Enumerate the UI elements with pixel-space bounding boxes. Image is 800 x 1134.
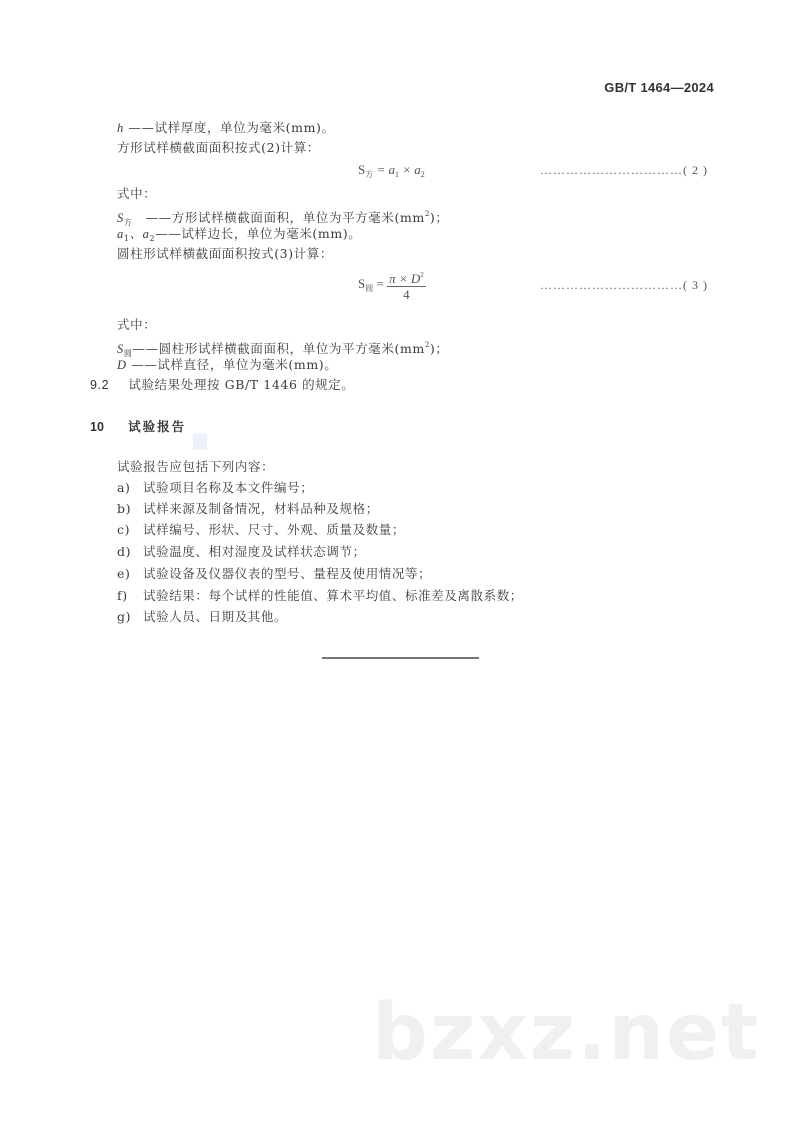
list-item-label: f) [117,588,128,603]
standard-code: GB/T 1464—2024 [604,80,714,95]
square-area-intro: 方形试样横截面面积按式(2)计算： [117,140,320,155]
list-item-text: 试验结果：每个试样的性能值、算术平均值、标准差及离散系数； [143,588,523,603]
symbol-s-square-sub: 方 [123,218,133,227]
list-item [117,543,366,561]
where-label-1: 式中： [117,186,157,201]
clause-number: 9.2 [90,378,110,392]
equation-number-2: ……………………………( 2 ) [540,163,708,177]
list-item-text: 试验温度、相对湿度及试样状态调节； [143,544,366,559]
formula-3-lhs-sub: 圆 [365,283,374,293]
cylinder-area-intro: 圆柱形试样横截面面积按式(3)计算： [117,246,334,261]
list-item-label: c) [117,522,131,537]
fraction-denominator: 4 [403,287,410,302]
formula-3 [358,268,426,302]
formula-2-lhs: S [358,162,366,177]
equation-number-3: ……………………………( 3 ) [540,278,708,292]
symbol-s-square: S [117,211,124,225]
formula-3-fraction [387,268,426,302]
fraction-numerator [387,268,426,287]
d-definition [117,356,337,374]
list-item [117,521,405,539]
symbol-a-sub2: 2 [149,234,156,243]
list-item-text: 试验项目名称及本文件编号； [143,480,314,495]
list-item-label: e) [117,566,131,581]
list-item [117,587,523,605]
list-item [117,608,287,626]
numerator-sup: 2 [420,271,424,279]
sup-2: 2 [424,210,430,218]
clause-text: 试验结果处理按 GB/T 1446 的规定。 [128,377,355,392]
list-item [117,565,431,583]
list-item-label: a) [117,480,131,495]
formula-2-a2: × a [399,162,421,177]
sup-2: 2 [424,341,430,349]
symbol-a: a [117,227,124,241]
list-item-text: 试样来源及制备情况，材料品种及规格； [143,501,379,516]
symbol-d: D [117,358,127,372]
formula-2-a2-sub: 2 [420,170,425,179]
watermark: bzxz.net [372,988,761,1078]
symbol-a-sub1: 1 [123,234,130,243]
list-item-text: 试样编号、形状、尺寸、外观、质量及数量； [143,522,406,537]
list-item [117,500,379,518]
section-10-heading [90,416,186,435]
formula-2-a1-sub: 1 [395,170,400,179]
list-item-label: g) [117,609,132,624]
where-label-2: 式中： [117,317,157,332]
s-cylinder-end: )； [429,341,449,356]
symbol-s-cylinder-sub: 圆 [123,349,133,358]
list-item [117,479,313,497]
list-item-text: 试验设备及仪器仪表的型号、量程及使用情况等； [143,566,432,581]
formula-2-lhs-sub: 方 [365,170,374,179]
list-item-text: 试验人员、日期及其他。 [143,609,288,624]
formula-3-eq: = [373,275,388,291]
section-number: 10 [90,420,104,434]
numerator-text: π × D [389,271,421,286]
s-square-end: )； [429,210,449,225]
section-title: 试验报告 [128,420,187,434]
clause-9-2 [90,376,355,394]
s-cylinder-text: ——圆柱形试样横截面面积，单位为平方毫米(mm [132,341,425,356]
symbol-a2: 、a [129,227,150,241]
h-definition [117,119,335,137]
report-intro: 试验报告应包括下列内容： [117,459,275,474]
s-square-text: ——方形试样横截面面积，单位为平方毫米(mm [132,210,425,225]
list-item-label: d) [117,544,132,559]
stamp-mark [193,434,207,450]
symbol-h: h [117,121,124,135]
d-definition-text: ——试样直径，单位为毫米(mm)。 [126,357,338,372]
formula-2 [358,162,425,180]
formula-2-a1: = a [376,162,396,177]
h-definition-text: ——试样厚度，单位为毫米(mm)。 [123,120,335,135]
end-of-document-rule [322,657,479,659]
symbol-s-cylinder: S [117,342,124,356]
list-item-label: b) [117,501,132,516]
a-definition-text: ——试样边长，单位为毫米(mm)。 [155,226,362,241]
formula-3-lhs: S [358,275,366,291]
